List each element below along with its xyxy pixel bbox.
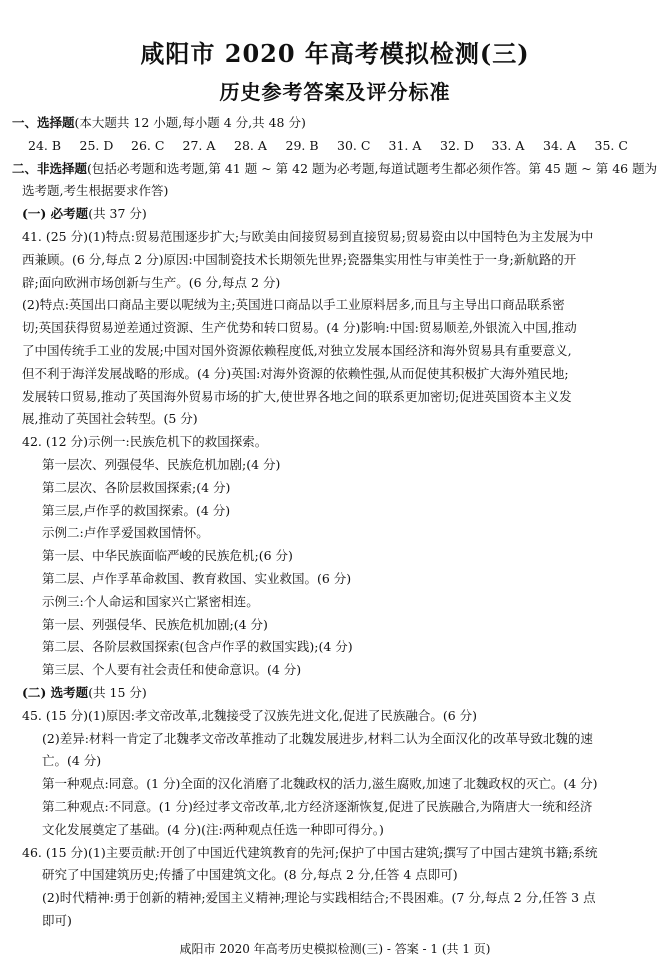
q41-line: 展,推动了英国社会转型。(5 分): [22, 411, 198, 427]
section2-heading: 二、非选择题: [12, 160, 88, 176]
part2-heading: (二) 选考题: [22, 684, 89, 700]
answer-32: 32. D: [440, 137, 474, 153]
answer-35: 35. C: [594, 137, 628, 153]
document-subtitle: 历史参考答案及评分标准: [219, 80, 451, 104]
section2-header: [12, 158, 660, 181]
q41-line: 41. (25 分)(1)特点:贸易范围逐步扩大;与欧美由间接贸易到直接贸易;贸易瓷由以中国特色为主发展为中: [22, 228, 594, 244]
answer-31: 31. A: [388, 137, 422, 153]
section1-note: (本大题共 12 小题,每小题 4 分,共 48 分): [74, 115, 306, 130]
q41-line: 但不利于海洋发展战略的形成。(4 分)英国:对海外资源的依赖性强,从而促使其积极扩大海外殖民地;: [22, 365, 569, 381]
answer-33: 33. A: [491, 137, 525, 153]
q42-line: 示例三:个人命运和国家兴亡紧密相连。: [42, 593, 259, 609]
section2-note-line2: 选考题,考生根据要求作答): [22, 183, 169, 199]
part1-heading: (一) 必考题: [22, 206, 89, 222]
section1-header: [12, 112, 660, 135]
q41-line: (2)特点:英国出口商品主要以呢绒为主;英国进口商品以手工业原料居多,而且与主导出口商品联系密: [22, 297, 565, 313]
q41-line: 辟;面向欧洲市场创新与生产。(6 分,每点 2 分): [22, 274, 281, 290]
q46-line: 46. (15 分)(1)主要贡献:开创了中国近代建筑教育的先河;保护了中国古建筑;撰写了中国古建筑书籍;系统: [22, 844, 598, 860]
q42-line: 第三层,卢作孚的救国探索。(4 分): [42, 502, 231, 518]
answer-28: 28. A: [234, 137, 267, 153]
q42-line: 第一层、中华民族面临严峻的民族危机;(6 分): [42, 548, 293, 564]
q45-line: (2)差异:材料一肯定了北魏孝文帝改革推动了北魏发展进步,材料二认为全面汉化的改革导致北魏的速: [42, 730, 593, 746]
section2-note-line1: (包括必考题和选考题,第 41 题 ~ 第 42 题为必考题,每道试题考生都必须作答。第 45 题 ~ 第 46 题为: [87, 160, 658, 176]
choice-answers: [12, 135, 660, 158]
answer-26: 26. C: [131, 137, 165, 153]
document-title: 咸阳市 2020 年高考模拟检测(三): [140, 39, 530, 68]
answer-30: 30. C: [337, 137, 371, 153]
q42-line: 第二层、卢作孚革命救国、教育救国、实业救国。(6 分): [42, 570, 352, 586]
answer-content: [12, 112, 660, 933]
q42-line: 第三层、个人要有社会责任和使命意识。(4 分): [42, 662, 302, 678]
q42-line: 第一层次、列强侵华、民族危机加剧;(4 分): [42, 456, 281, 472]
answer-29: 29. B: [285, 137, 319, 153]
part2-note: (共 15 分): [88, 684, 147, 700]
part2-header: [12, 682, 660, 705]
q45-line: 45. (15 分)(1)原因:孝文帝改革,北魏接受了汉族先进文化,促进了民族融合。(6 分): [22, 707, 478, 723]
answer-25: 25. D: [79, 137, 114, 153]
page-footer: 咸阳市 2020 年高考历史模拟检测(三) - 答案 - 1 (共 1 页): [179, 942, 491, 956]
q42-line: 示例二:卢作孚爱国救国情怀。: [42, 525, 209, 541]
q41-line: 切;英国获得贸易逆差通过资源、生产优势和转口贸易。(4 分)影响:中国:贸易顺差,外银流入中国,推动: [22, 320, 577, 336]
q41-line: 西兼顾。(6 分,每点 2 分)原因:中国制瓷技术长期领先世界;瓷器集实用性与审美性于一身;新航路的开: [22, 251, 577, 267]
q46-line: 即可): [42, 912, 72, 928]
q42-line: 第一层、列强侵华、民族危机加剧;(4 分): [42, 616, 268, 632]
part1-note: (共 37 分): [88, 206, 147, 222]
q45-line: 亡。(4 分): [42, 753, 102, 769]
part1-header: [12, 203, 660, 226]
q45-line: 第二种观点:不同意。(1 分)经过孝文帝改革,北方经济逐渐恢复,促进了民族融合,为隋唐大一统和经济: [42, 798, 593, 814]
answer-24: 24. B: [28, 137, 62, 153]
q42-line: 第二层、各阶层救国探索(包含卢作孚的救国实践);(4 分): [42, 639, 353, 655]
q41-line: 发展转口贸易,推动了英国海外贸易市场的扩大,使世界各地之间的联系更加密切;促进英国资本主义发: [22, 388, 572, 404]
q45-line: 文化发展奠定了基础。(4 分)(注:两种观点任选一种即可得分。): [42, 821, 384, 837]
section1-heading: 一、选择题: [12, 115, 75, 130]
answer-27: 27. A: [182, 137, 216, 153]
q42-line: 42. (12 分)示例一:民族危机下的救国探索。: [22, 434, 268, 450]
answer-34: 34. A: [543, 137, 576, 153]
q46-line: (2)时代精神:勇于创新的精神;爱国主义精神;理论与实践相结合;不畏困难。(7 分,每点 2 分,任答 3 点: [42, 890, 596, 906]
q46-line: 研究了中国建筑历史;传播了中国建筑文化。(8 分,每点 2 分,任答 4 点即可): [42, 867, 458, 883]
q42-line: 第二层次、各阶层救国探索;(4 分): [42, 479, 231, 495]
q45-line: 第一种观点:同意。(1 分)全面的汉化消磨了北魏政权的活力,滋生腐败,加速了北魏政权的灭亡。(4 分): [42, 776, 598, 792]
q41-line: 了中国传统手工业的发展;中国对国外资源依赖程度低,对独立发展本国经济和海外贸易具有重要意义,: [22, 342, 572, 358]
